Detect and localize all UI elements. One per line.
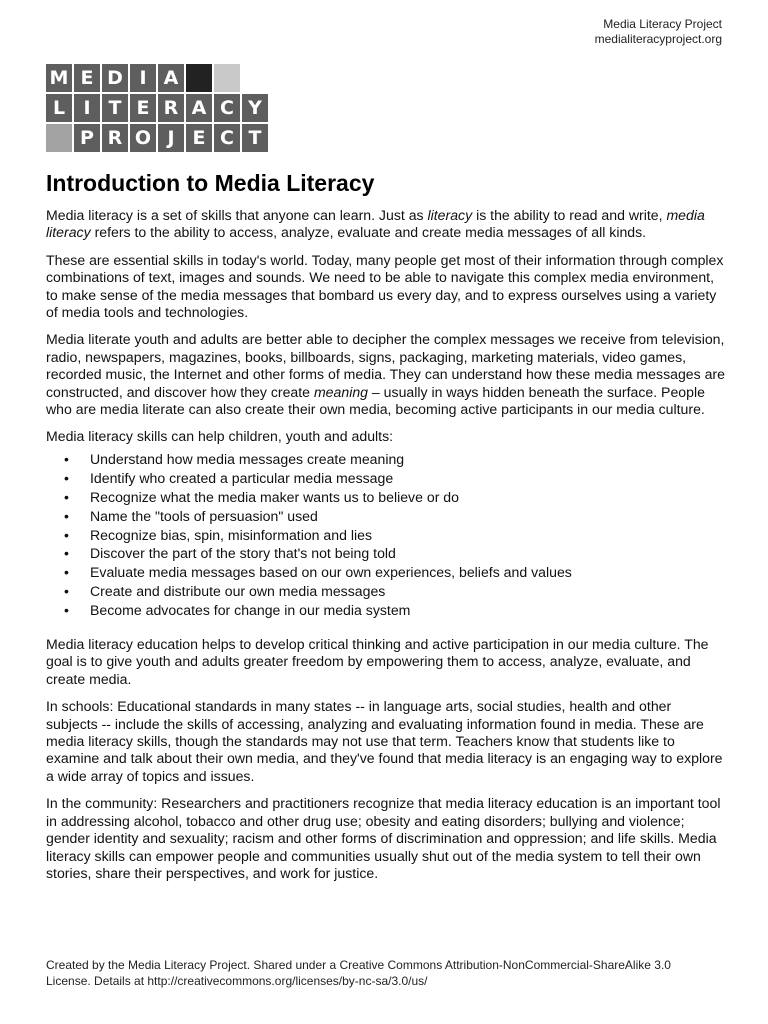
bullet-icon: • — [64, 564, 69, 581]
skill-text: Recognize what the media maker wants us to believe or do — [90, 488, 459, 505]
bullet-icon: • — [64, 507, 69, 524]
logo-tile — [214, 64, 240, 92]
skill-text: Discover the part of the story that's not being told — [90, 545, 396, 562]
essential-skills-paragraph: These are essential skills in today's world. Today, many people get most of their information through complex combinations of text, images and sounds. We need to be able to navigate this complex media environment, to make sense of the media messages that bombard us every day, and to express ourselves using a variety of media tools and technologies. — [46, 251, 724, 321]
logo-tile — [46, 124, 72, 152]
skill-text: Become advocates for change in our media system — [90, 602, 411, 619]
skill-list-item — [46, 582, 726, 601]
logo-tile: J — [158, 124, 184, 152]
logo-tile: M — [46, 64, 72, 92]
skills-intro: Media literacy skills can help children, youth and adults: — [46, 428, 394, 445]
skill-text: Evaluate media messages based on our own experiences, beliefs and values — [90, 564, 572, 581]
skill-list-item — [46, 526, 726, 545]
skill-list-item — [46, 563, 726, 582]
skill-list-item — [46, 469, 726, 488]
bullet-icon: • — [64, 583, 69, 600]
logo-tile: T — [102, 94, 128, 122]
footer-line-1: Created by the Media Literacy Project. Shared under a Creative Commons Attribution-NonCommercial-ShareAlike 3.0 — [46, 958, 671, 972]
skill-text: Understand how media messages create meaning — [90, 450, 405, 467]
logo-tile: O — [130, 124, 156, 152]
schools-paragraph: In schools: Educational standards in many states -- in language arts, social studies, health and other subjects -- include the skills of accessing, analyzing and evaluating information found in media. These are media literacy skills, though the standards may not use that term. Teachers know that students like to examine and talk about their own media, and they've found that media literacy is an engaging way to explore a wide array of topics and issues. — [46, 698, 723, 784]
header-website: medialiteracyproject.org — [594, 32, 722, 46]
logo-tile — [242, 64, 268, 92]
logo-tile: E — [74, 64, 100, 92]
logo-tile: L — [46, 94, 72, 122]
skill-list-item — [46, 601, 726, 620]
skill-list-item — [46, 488, 726, 507]
logo-tile: E — [130, 94, 156, 122]
bullet-icon: • — [64, 526, 69, 543]
logo-tile: C — [214, 124, 240, 152]
education-paragraph: Media literacy education helps to develop critical thinking and active participation in our media culture. The goal is to give youth and adults greater freedom by empowering them to access, analyze, evaluate, and create media. — [46, 636, 709, 687]
logo-tile — [186, 64, 212, 92]
logo-tile: C — [214, 94, 240, 122]
page-header — [595, 17, 722, 47]
logo-tile: I — [74, 94, 100, 122]
page-title: Introduction to Media Literacy — [46, 170, 375, 196]
skill-text: Create and distribute our own media messages — [90, 583, 386, 600]
skill-text: Recognize bias, spin, misinformation and lies — [90, 526, 373, 543]
skill-list-item — [46, 507, 726, 526]
logo-tile: Y — [242, 94, 268, 122]
logo-tile: R — [158, 94, 184, 122]
community-paragraph: In the community: Researchers and practitioners recognize that media literacy education is an important tool in addressing alcohol, tobacco and other drug use; obesity and eating disorders; bullying and violence; gender identity and sexuality; racism and other forms of discrimination and oppression; and life skills. Media literacy skills can empower people and communities usually shut out of the media system to tell their own stories, share their perspectives, and work for justice. — [46, 795, 721, 881]
media-literacy-project-logo — [46, 64, 268, 152]
logo-tile: A — [158, 64, 184, 92]
skill-list-item — [46, 450, 726, 469]
skill-text: Identify who created a particular media message — [90, 469, 394, 486]
bullet-icon: • — [64, 488, 69, 505]
header-org-name: Media Literacy Project — [603, 17, 722, 31]
logo-tile: E — [186, 124, 212, 152]
intro-paragraph: Media literacy is a set of skills that anyone can learn. Just as literacy is the ability to read and write, media literacy refers to the ability to access, analyze, evaluate and create media messages of all kinds. — [46, 207, 705, 241]
bullet-icon: • — [64, 450, 69, 467]
logo-tile: I — [130, 64, 156, 92]
skill-list-item — [46, 544, 726, 563]
skill-text: Name the "tools of persuasion" used — [90, 507, 318, 524]
logo-tile: P — [74, 124, 100, 152]
bullet-icon: • — [64, 469, 69, 486]
bullet-icon: • — [64, 602, 69, 619]
media-literate-paragraph: Media literate youth and adults are better able to decipher the complex messages we receive from television, radio, newspapers, magazines, books, billboards, signs, packaging, marketing materials, video games, recorded music, the Internet and other forms of media. They can understand how these media messages are constructed, and discover how they create meaning – usually in ways hidden beneath the surface. People who are media literate can also create their own media, becoming active participants in our media culture. — [46, 331, 725, 418]
document-body — [46, 207, 726, 892]
bullet-icon: • — [64, 545, 69, 562]
skills-list — [46, 450, 726, 620]
logo-tile: R — [102, 124, 128, 152]
logo-tile: D — [102, 64, 128, 92]
logo-tile: A — [186, 94, 212, 122]
footer-line-2: License. Details at http://creativecommons.org/licenses/by-nc-sa/3.0/us/ — [46, 974, 428, 988]
logo-tile: T — [242, 124, 268, 152]
license-footer — [46, 957, 736, 989]
